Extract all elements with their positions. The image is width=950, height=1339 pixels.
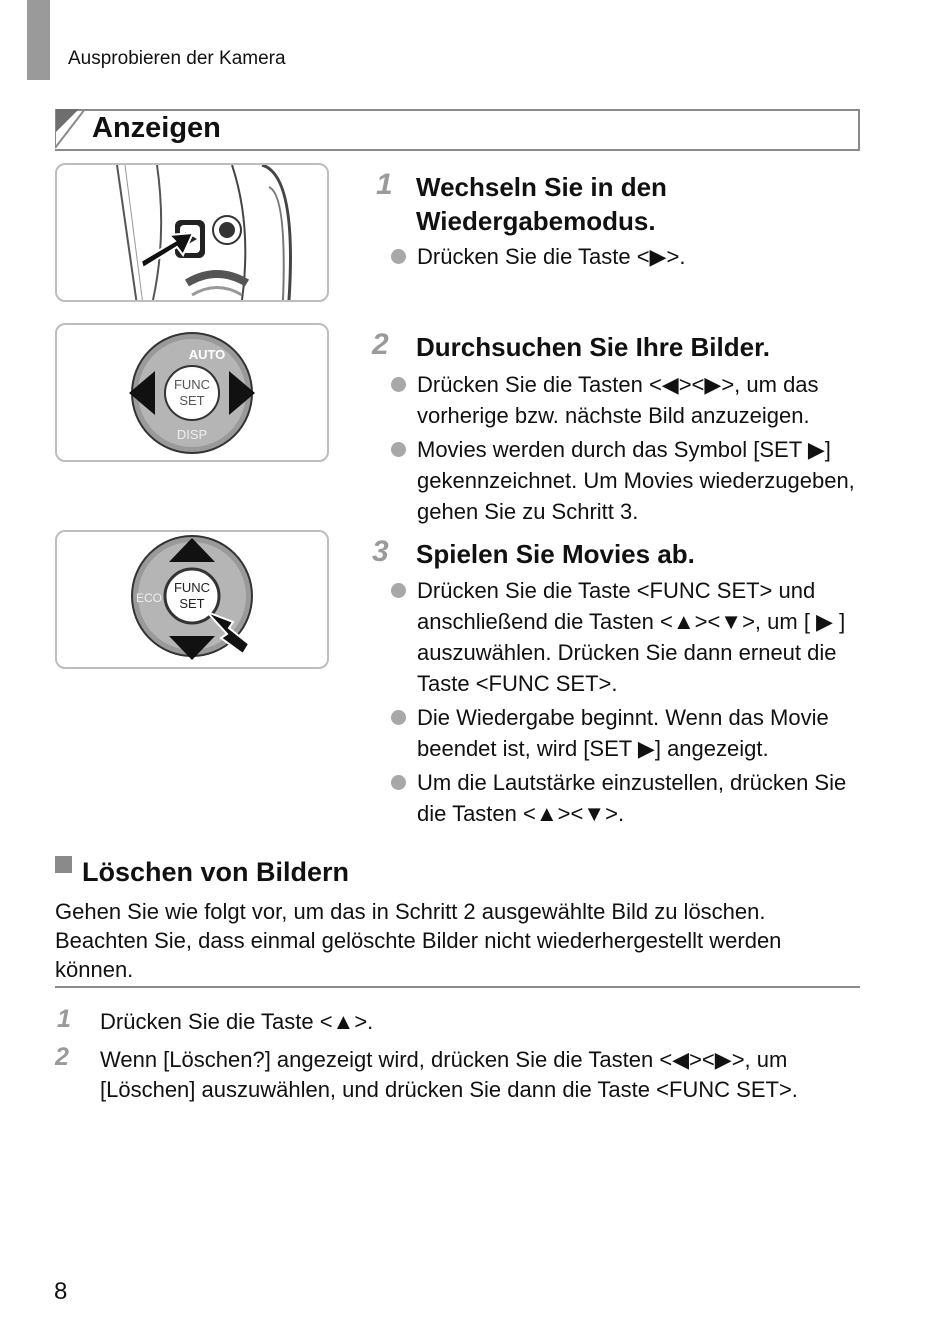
step-title-2: Durchsuchen Sie Ihre Bilder. [416, 332, 770, 362]
step-2-bullets [391, 369, 861, 530]
step-title-1-line2: Wiedergabemodus. [416, 206, 656, 236]
list-item: Drücken Sie die Taste <▶>. [391, 241, 861, 272]
eco-label: ECO [135, 591, 163, 605]
func-label: FUNC [173, 377, 211, 392]
func-label-2: FUNC [173, 580, 211, 595]
step-number-2: 2 [372, 328, 389, 361]
divider [55, 986, 860, 988]
subsection-marker-icon [55, 856, 72, 873]
set-label: SET [179, 393, 205, 408]
illustration-playback-button [55, 163, 329, 302]
delete-step-number-1: 1 [57, 1005, 71, 1033]
list-item: Die Wiedergabe beginnt. Wenn das Movie beendet ist, wird [SET ▶] angezeigt. [391, 702, 861, 764]
step-title-1-line1: Wechseln Sie in den [416, 172, 667, 202]
delete-step-2: Wenn [Löschen?] angezeigt wird, drücken Sie die Tasten <◀><▶>, um [Löschen] auszuwählen, und drücken Sie dann die Taste <FUNC SET>. [100, 1047, 798, 1102]
delete-step-number-2: 2 [55, 1043, 69, 1071]
illustration-dial-up-down [55, 530, 329, 669]
section-title: Anzeigen [92, 112, 221, 144]
subsection-intro: Gehen Sie wie folgt vor, um das in Schritt 2 ausgewählte Bild zu löschen. Beachten Sie, dass einmal gelöschte Bilder nicht wiederhergestellt werden können. [55, 899, 782, 982]
step-1-bullets [391, 241, 861, 275]
subsection-title: Löschen von Bildern [82, 857, 350, 887]
auto-label: AUTO [188, 347, 226, 362]
list-item: Movies werden durch das Symbol [SET ▶] gekennzeichnet. Um Movies wiederzugeben, gehen Sie zu Schritt 3. [391, 434, 861, 527]
list-item: Um die Lautstärke einzustellen, drücken Sie die Tasten <▲><▼>. [391, 767, 861, 829]
illustration-dial-left-right [55, 323, 329, 462]
step-3-bullets [391, 575, 861, 832]
step-number-3: 3 [372, 535, 389, 568]
disp-label: DISP [176, 427, 208, 442]
set-label-2: SET [179, 596, 205, 611]
step-title-3: Spielen Sie Movies ab. [416, 539, 695, 569]
chapter-tab-bar [27, 0, 50, 80]
list-item: Drücken Sie die Tasten <◀><▶>, um das vorherige bzw. nächste Bild anzuzeigen. [391, 369, 861, 431]
delete-step-1: Drücken Sie die Taste <▲>. [100, 1009, 374, 1034]
page-number: 8 [54, 1278, 68, 1305]
chapter-header: Ausprobieren der Kamera [68, 48, 286, 69]
step-number-1: 1 [376, 168, 393, 201]
section-corner-icon [55, 109, 95, 149]
list-item: Drücken Sie die Taste <FUNC SET> und anschließend die Tasten <▲><▼>, um [ ▶ ] auszuwählen. Drücken Sie dann erneut die Taste <FUNC SET>. [391, 575, 861, 699]
